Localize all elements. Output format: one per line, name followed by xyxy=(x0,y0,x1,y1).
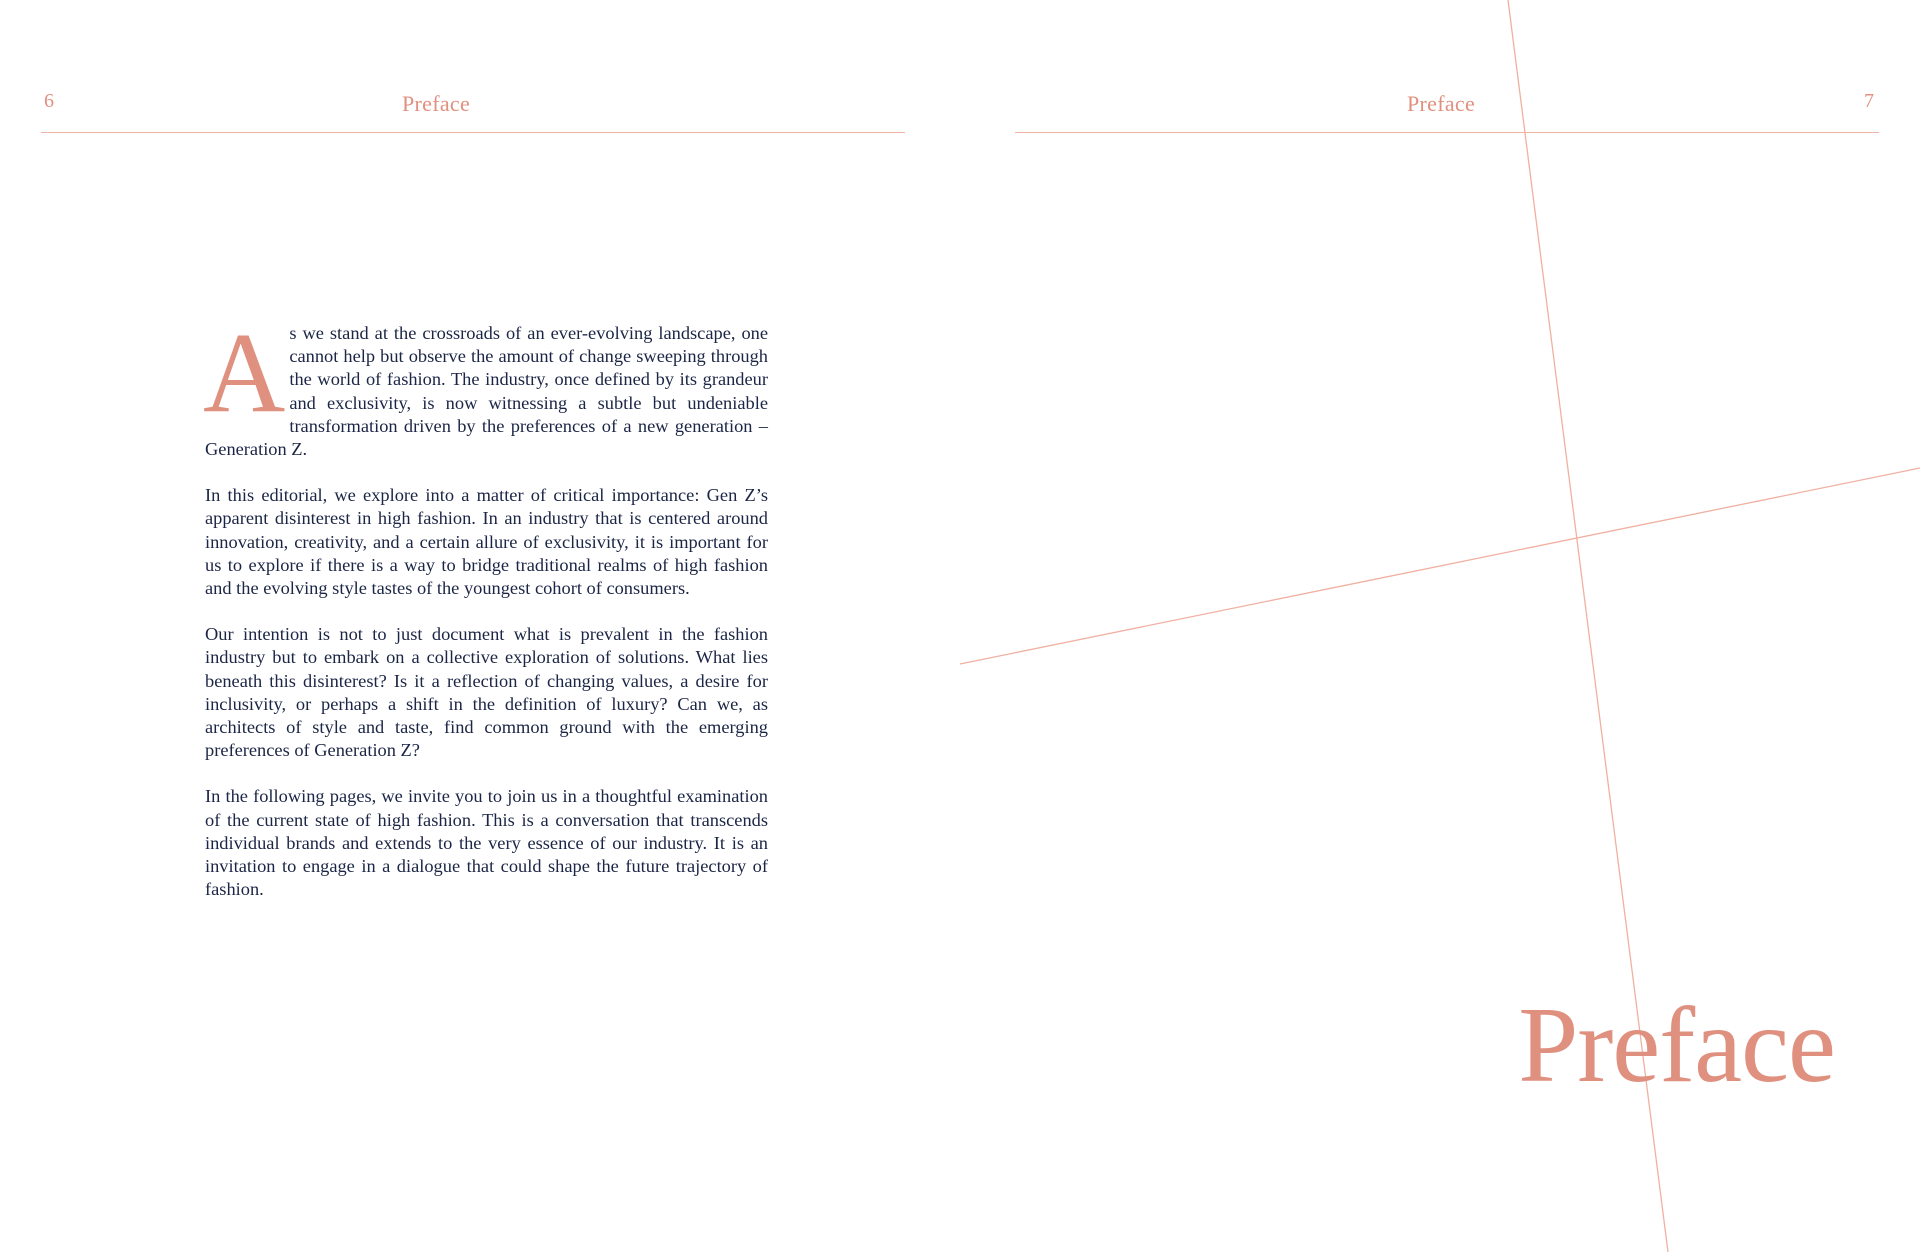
paragraph-1-text: s we stand at the crossroads of an ever-evolving landscape, one cannot help but observe the amount of change sweeping through the world of fashion. The industry, once defined by its grandeur and exclusivity, is now witnessing a subtle but undeniable transformation driven by the preferences of a new generation – Generation Z. xyxy=(205,323,768,460)
page-title: Preface xyxy=(1518,986,1835,1105)
paragraph-2: In this editorial, we explore into a matter of critical importance: Gen Z’s apparent disinterest in high fashion. In an industry that is centered around innovation, creativity, and a certain allure of exclusivity, it is important for us to explore if there is a way to bridge traditional realms of high fashion and the evolving style tastes of the youngest cohort of consumers. xyxy=(205,485,768,599)
paragraph-3: Our intention is not to just document what is prevalent in the fashion industry but to embark on a collective exploration of solutions. What lies beneath this disinterest? Is it a reflection of changing values, a desire for inclusivity, or perhaps a shift in the definition of luxury? Can we, as architects of style and taste, find common ground with the emerging preferences of Generation Z? xyxy=(205,624,768,761)
header-rule-right xyxy=(1015,132,1879,133)
paragraph-4: In the following pages, we invite you to join us in a thoughtful examination of the current state of high fashion. This is a conversation that transcends individual brands and extends to the very essence of our industry. It is an invitation to engage in a dialogue that could shape the future trajectory of fashion. xyxy=(205,786,768,900)
header-rule-left xyxy=(41,132,905,133)
running-head-right: Preface xyxy=(1407,91,1476,116)
decorative-line-diagonal xyxy=(960,468,1920,664)
page-number-left: 6 xyxy=(44,90,54,112)
page-number-right: 7 xyxy=(1864,90,1874,112)
running-head-left: Preface xyxy=(402,91,471,116)
drop-cap: A xyxy=(203,309,286,436)
preface-body xyxy=(203,309,768,924)
paragraph-1 xyxy=(203,309,768,461)
